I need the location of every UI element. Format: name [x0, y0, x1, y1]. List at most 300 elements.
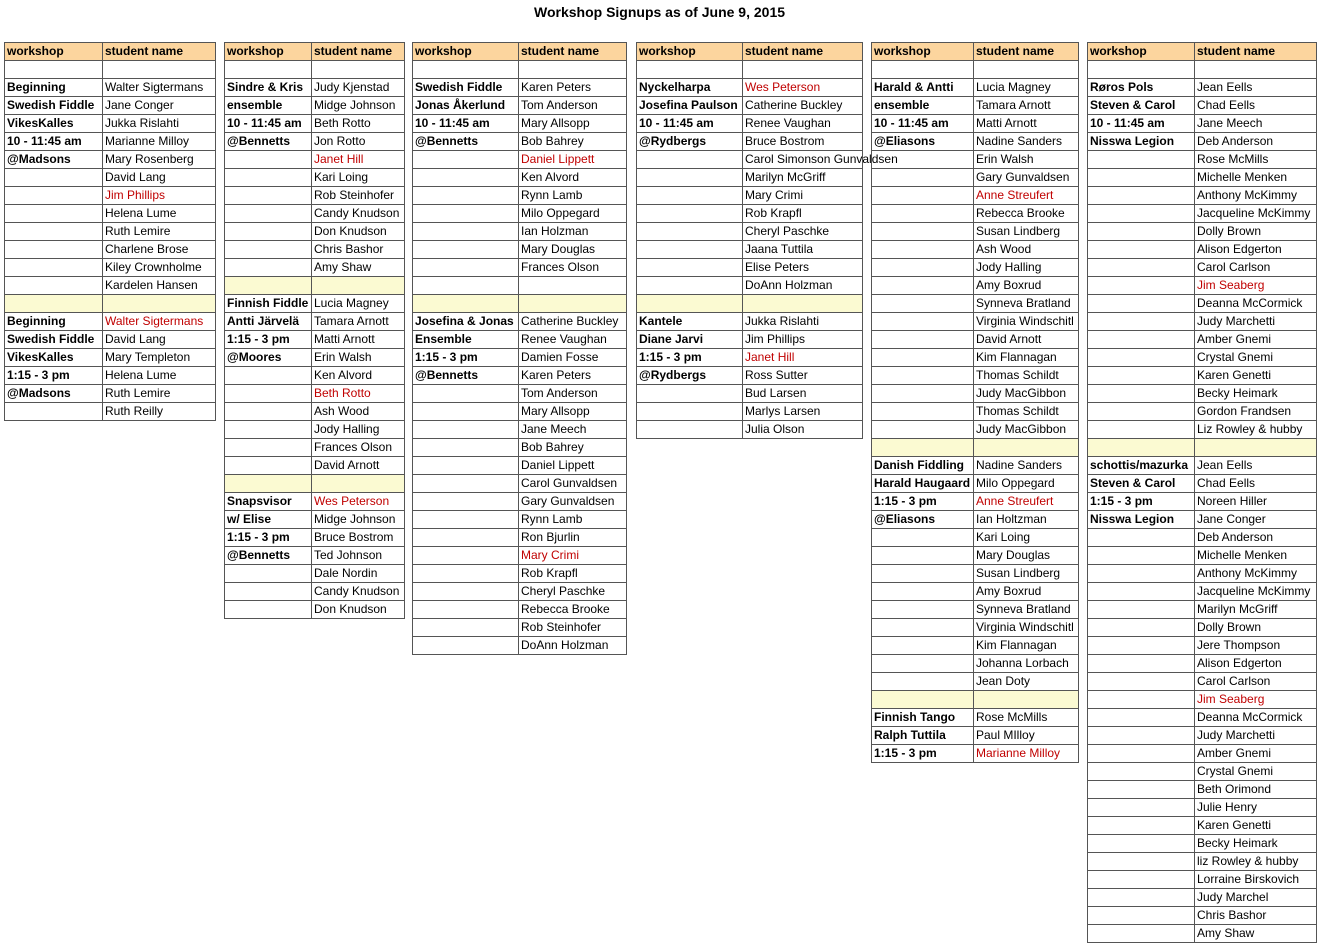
table-row [225, 259, 405, 277]
student-name-cell: Mary Crimi [519, 547, 627, 565]
table-row [225, 61, 405, 79]
student-name-cell [743, 61, 863, 79]
table-row [872, 385, 1079, 403]
workshop-cell: Antti Järvelä [225, 313, 312, 331]
student-name-cell: Ruth Lemire [103, 385, 216, 403]
table-row [872, 313, 1079, 331]
workshop-cell [5, 295, 103, 313]
table-row [1088, 403, 1317, 421]
table-row [225, 367, 405, 385]
workshop-cell: Ralph Tuttila [872, 727, 974, 745]
table-row [637, 187, 863, 205]
table-row [1088, 889, 1317, 907]
table-row [225, 187, 405, 205]
student-name-cell: Amber Gnemi [1195, 745, 1317, 763]
table-row [413, 241, 627, 259]
student-name-cell: Mary Allsopp [519, 115, 627, 133]
student-name-cell: Karen Genetti [1195, 817, 1317, 835]
table-row [5, 331, 216, 349]
table-row [637, 151, 863, 169]
student-name-cell: Erin Walsh [974, 151, 1079, 169]
workshop-cell [872, 547, 974, 565]
table-row [637, 61, 863, 79]
table-row [225, 511, 405, 529]
student-name-cell: Michelle Menken [1195, 169, 1317, 187]
student-name-cell [312, 61, 405, 79]
student-name-cell [519, 295, 627, 313]
student-name-cell: Julie Henry [1195, 799, 1317, 817]
workshop-cell [225, 205, 312, 223]
student-name-cell: Erin Walsh [312, 349, 405, 367]
table-row [5, 79, 216, 97]
student-name-cell: Marilyn McGriff [743, 169, 863, 187]
workshop-cell [413, 475, 519, 493]
workshop-cell [413, 511, 519, 529]
workshop-cell: 10 - 11:45 am [413, 115, 519, 133]
workshop-cell [225, 187, 312, 205]
table-row [225, 331, 405, 349]
student-name-cell: Becky Heimark [1195, 385, 1317, 403]
table-row [1088, 853, 1317, 871]
workshop-cell [872, 421, 974, 439]
workshop-cell: ensemble [225, 97, 312, 115]
table-row [5, 403, 216, 421]
workshop-cell [1088, 871, 1195, 889]
separator-row [5, 295, 216, 313]
workshop-cell: Swedish Fiddle [413, 79, 519, 97]
table-row [5, 205, 216, 223]
table-row [872, 79, 1079, 97]
student-name-cell: Gary Gunvaldsen [519, 493, 627, 511]
table-row [1088, 115, 1317, 133]
workshop-cell: Danish Fiddling [872, 457, 974, 475]
workshop-cell: Steven & Carol [1088, 97, 1195, 115]
table-row [225, 439, 405, 457]
student-name-cell: Elise Peters [743, 259, 863, 277]
workshop-cell [1088, 547, 1195, 565]
table-row [5, 187, 216, 205]
table-row [1088, 457, 1317, 475]
table-row [1088, 475, 1317, 493]
student-name-cell: Crystal Gnemi [1195, 349, 1317, 367]
student-name-cell: Jean Doty [974, 673, 1079, 691]
table-row [872, 655, 1079, 673]
student-name-cell: Judy MacGibbon [974, 421, 1079, 439]
workshop-cell: @Rydbergs [637, 367, 743, 385]
workshop-cell [413, 493, 519, 511]
student-name-cell: Lucia Magney [312, 295, 405, 313]
workshop-cell [872, 223, 974, 241]
student-name-cell: Thomas Schildt [974, 367, 1079, 385]
table-row [872, 133, 1079, 151]
table-row [225, 295, 405, 313]
student-name-cell [519, 61, 627, 79]
workshop-cell: 1:15 - 3 pm [637, 349, 743, 367]
student-name-cell: Nadine Sanders [974, 133, 1079, 151]
student-name-cell [312, 277, 405, 295]
student-name-cell: Amy Boxrud [974, 583, 1079, 601]
workshop-cell [872, 241, 974, 259]
table-row [872, 115, 1079, 133]
workshop-cell: 1:15 - 3 pm [413, 349, 519, 367]
student-name-cell: Ken Alvord [519, 169, 627, 187]
student-name-cell: Cheryl Paschke [743, 223, 863, 241]
table-row [5, 313, 216, 331]
student-name-cell: Ted Johnson [312, 547, 405, 565]
table-row [225, 115, 405, 133]
workshop-cell: 10 - 11:45 am [225, 115, 312, 133]
workshop-cell [413, 169, 519, 187]
table-row [637, 79, 863, 97]
table-row [637, 205, 863, 223]
workshop-table-6 [1087, 42, 1317, 943]
student-name-cell: Ash Wood [974, 241, 1079, 259]
workshop-table-1 [4, 42, 216, 421]
table-row [872, 745, 1079, 763]
table-row [872, 673, 1079, 691]
student-name-cell: David Arnott [312, 457, 405, 475]
student-name-cell: Daniel Lippett [519, 151, 627, 169]
student-name-cell: Ross Sutter [743, 367, 863, 385]
student-name-cell: Rebecca Brooke [974, 205, 1079, 223]
workshop-header: workshop [225, 43, 312, 61]
table-row [872, 457, 1079, 475]
student-name-cell: Lucia Magney [974, 79, 1079, 97]
workshop-cell [637, 241, 743, 259]
workshop-cell [5, 187, 103, 205]
table-row [1088, 655, 1317, 673]
workshop-cell [1088, 295, 1195, 313]
workshop-cell [413, 223, 519, 241]
student-name-cell: Matti Arnott [974, 115, 1079, 133]
table-row [5, 223, 216, 241]
separator-row [1088, 439, 1317, 457]
table-row [872, 727, 1079, 745]
workshop-cell [5, 259, 103, 277]
student-name-cell [1195, 439, 1317, 457]
workshop-table-2 [224, 42, 405, 619]
workshop-cell: @Bennetts [225, 133, 312, 151]
workshop-cell [872, 439, 974, 457]
student-name-cell: Julia Olson [743, 421, 863, 439]
workshop-cell: Steven & Carol [1088, 475, 1195, 493]
workshop-cell [872, 673, 974, 691]
student-name-cell: Mary Allsopp [519, 403, 627, 421]
workshop-table-5 [871, 42, 1079, 763]
workshop-cell [1088, 529, 1195, 547]
student-name-cell: Bob Bahrey [519, 439, 627, 457]
table-row [225, 205, 405, 223]
student-name-cell: Jacqueline McKimmy [1195, 583, 1317, 601]
workshop-cell [1088, 835, 1195, 853]
workshop-cell [1088, 817, 1195, 835]
table-row [5, 277, 216, 295]
table-row [413, 403, 627, 421]
student-name-cell: Synneva Bratland [974, 601, 1079, 619]
student-name-cell: Chris Bashor [312, 241, 405, 259]
header-row [413, 43, 627, 61]
student-name-cell: Michelle Menken [1195, 547, 1317, 565]
student-name-cell: Thomas Schildt [974, 403, 1079, 421]
table-row [413, 187, 627, 205]
workshop-cell [413, 205, 519, 223]
student-name-cell: Bob Bahrey [519, 133, 627, 151]
table-row [872, 205, 1079, 223]
student-name-cell: DoAnn Holzman [519, 637, 627, 655]
workshop-cell [225, 583, 312, 601]
workshop-cell [5, 403, 103, 421]
workshop-cell: @Eliasons [872, 511, 974, 529]
workshop-cell [1088, 565, 1195, 583]
table-row [1088, 925, 1317, 943]
workshop-cell [872, 349, 974, 367]
student-name-cell: Jim Seaberg [1195, 691, 1317, 709]
workshop-cell [872, 61, 974, 79]
workshop-cell [413, 295, 519, 313]
table-row [1088, 511, 1317, 529]
workshop-cell [413, 547, 519, 565]
student-name-cell: Bruce Bostrom [743, 133, 863, 151]
student-name-cell: Gary Gunvaldsen [974, 169, 1079, 187]
student-name-cell: Matti Arnott [312, 331, 405, 349]
workshop-cell [1088, 277, 1195, 295]
workshop-cell [225, 475, 312, 493]
workshop-cell [872, 187, 974, 205]
student-name-cell: Jukka Rislahti [103, 115, 216, 133]
table-row [872, 367, 1079, 385]
workshop-cell [1088, 151, 1195, 169]
separator-row [225, 475, 405, 493]
workshop-cell [872, 151, 974, 169]
workshop-cell: VikesKalles [5, 349, 103, 367]
table-row [637, 331, 863, 349]
table-row [413, 61, 627, 79]
table-row [1088, 223, 1317, 241]
table-row [1088, 907, 1317, 925]
table-row [1088, 637, 1317, 655]
table-row [225, 133, 405, 151]
workshop-cell: @Madsons [5, 385, 103, 403]
student-name-cell: Ron Bjurlin [519, 529, 627, 547]
workshop-cell [872, 529, 974, 547]
student-name-cell: DoAnn Holzman [743, 277, 863, 295]
workshop-cell [1088, 925, 1195, 943]
table-row [872, 97, 1079, 115]
student-name-cell: Deb Anderson [1195, 133, 1317, 151]
student-name-cell: Susan Lindberg [974, 565, 1079, 583]
student-name-cell: Rob Steinhofer [519, 619, 627, 637]
student-name-cell: Bruce Bostrom [312, 529, 405, 547]
workshop-cell [225, 565, 312, 583]
student-name-cell: Alison Edgerton [1195, 241, 1317, 259]
student-name-cell: Rob Steinhofer [312, 187, 405, 205]
table-row [225, 241, 405, 259]
student-name-cell: Frances Olson [312, 439, 405, 457]
student-name-cell: Renee Vaughan [519, 331, 627, 349]
table-row [1088, 259, 1317, 277]
workshop-cell [225, 169, 312, 187]
table-row [413, 277, 627, 295]
workshop-cell: Josefina & Jonas [413, 313, 519, 331]
student-name-cell: Anne Streufert [974, 493, 1079, 511]
workshop-cell: ensemble [872, 97, 974, 115]
student-name-cell: Kari Loing [974, 529, 1079, 547]
workshop-table-3 [412, 42, 627, 655]
student-name-header: student name [103, 43, 216, 61]
student-name-cell: Ash Wood [312, 403, 405, 421]
student-name-cell: Carol Gunvaldsen [519, 475, 627, 493]
workshop-cell: Harald & Antti [872, 79, 974, 97]
student-name-cell: Milo Oppegard [519, 205, 627, 223]
workshop-cell [5, 241, 103, 259]
table-row [872, 583, 1079, 601]
workshop-cell [1088, 367, 1195, 385]
table-row [225, 421, 405, 439]
student-name-cell: Virginia Windschitl [974, 313, 1079, 331]
table-row [872, 475, 1079, 493]
table-row [413, 475, 627, 493]
student-name-cell: Beth Orimond [1195, 781, 1317, 799]
workshop-cell [637, 421, 743, 439]
workshop-cell [225, 259, 312, 277]
student-name-cell: David Arnott [974, 331, 1079, 349]
table-row [1088, 871, 1317, 889]
student-name-cell: Midge Johnson [312, 97, 405, 115]
workshop-cell [225, 403, 312, 421]
workshop-cell [637, 277, 743, 295]
table-row [872, 493, 1079, 511]
student-name-cell [1195, 61, 1317, 79]
student-name-cell: Noreen Hiller [1195, 493, 1317, 511]
student-name-cell: Dolly Brown [1195, 223, 1317, 241]
workshop-cell [5, 205, 103, 223]
student-name-cell: Rebecca Brooke [519, 601, 627, 619]
workshop-cell [5, 223, 103, 241]
student-name-cell: Beth Rotto [312, 115, 405, 133]
header-row [1088, 43, 1317, 61]
student-name-cell: Nadine Sanders [974, 457, 1079, 475]
student-name-cell: Amy Shaw [312, 259, 405, 277]
workshop-cell [872, 295, 974, 313]
student-name-cell: Marianne Milloy [103, 133, 216, 151]
student-name-cell: Walter Sigtermans [103, 79, 216, 97]
workshop-cell [225, 439, 312, 457]
table-row [872, 277, 1079, 295]
table-row [637, 421, 863, 439]
student-name-cell: Jane Conger [103, 97, 216, 115]
workshop-cell: 1:15 - 3 pm [872, 745, 974, 763]
workshop-cell [872, 169, 974, 187]
student-name-cell: Carol Carlson [1195, 673, 1317, 691]
table-row [872, 151, 1079, 169]
workshop-cell: 10 - 11:45 am [1088, 115, 1195, 133]
student-name-cell: Kim Flannagan [974, 349, 1079, 367]
student-name-cell: liz Rowley & hubby [1195, 853, 1317, 871]
workshop-cell [1088, 727, 1195, 745]
table-row [1088, 709, 1317, 727]
workshop-cell: Ensemble [413, 331, 519, 349]
table-row [1088, 61, 1317, 79]
table-row [5, 133, 216, 151]
header-row [872, 43, 1079, 61]
student-name-cell: Paul MIlloy [974, 727, 1079, 745]
student-name-cell: Becky Heimark [1195, 835, 1317, 853]
student-name-cell: Karen Genetti [1195, 367, 1317, 385]
workshop-cell [872, 583, 974, 601]
workshop-cell: Diane Jarvi [637, 331, 743, 349]
workshop-cell [225, 457, 312, 475]
workshop-cell [1088, 619, 1195, 637]
table-row [225, 529, 405, 547]
workshop-cell: @Bennetts [413, 133, 519, 151]
student-name-cell: Jody Halling [312, 421, 405, 439]
table-row [1088, 763, 1317, 781]
workshop-cell [1088, 187, 1195, 205]
student-name-cell: Mary Rosenberg [103, 151, 216, 169]
workshop-cell [1088, 313, 1195, 331]
table-row [872, 295, 1079, 313]
workshop-cell [1088, 331, 1195, 349]
student-name-cell: Mary Douglas [519, 241, 627, 259]
workshop-header: workshop [413, 43, 519, 61]
table-row [225, 385, 405, 403]
workshop-cell: @Bennetts [413, 367, 519, 385]
table-row [413, 493, 627, 511]
workshop-header: workshop [637, 43, 743, 61]
workshop-cell [1088, 799, 1195, 817]
student-name-cell: Dale Nordin [312, 565, 405, 583]
student-name-cell: Jane Meech [519, 421, 627, 439]
workshop-cell: 10 - 11:45 am [872, 115, 974, 133]
separator-row [225, 277, 405, 295]
separator-row [413, 295, 627, 313]
student-name-cell: Synneva Bratland [974, 295, 1079, 313]
student-name-cell: Anne Streufert [974, 187, 1079, 205]
table-row [1088, 691, 1317, 709]
student-name-cell: Wes Peterson [312, 493, 405, 511]
table-row [1088, 547, 1317, 565]
table-row [637, 367, 863, 385]
student-name-cell: Mary Templeton [103, 349, 216, 367]
workshop-cell [1088, 421, 1195, 439]
workshop-cell [1088, 709, 1195, 727]
table-row [872, 403, 1079, 421]
workshop-cell [5, 277, 103, 295]
student-name-cell: Carol Carlson [1195, 259, 1317, 277]
table-row [872, 709, 1079, 727]
student-name-cell: Beth Rotto [312, 385, 405, 403]
student-name-cell [743, 295, 863, 313]
student-name-cell: Jon Rotto [312, 133, 405, 151]
table-row [1088, 151, 1317, 169]
student-name-cell: Judy Marchel [1195, 889, 1317, 907]
student-name-cell: Candy Knudson [312, 205, 405, 223]
workshop-cell: w/ Elise [225, 511, 312, 529]
student-name-cell: Rose McMills [974, 709, 1079, 727]
student-name-cell [103, 61, 216, 79]
table-row [637, 259, 863, 277]
table-row [1088, 583, 1317, 601]
separator-row [872, 691, 1079, 709]
student-name-cell: Marlys Larsen [743, 403, 863, 421]
student-name-cell: Rose McMills [1195, 151, 1317, 169]
workshop-cell [1088, 601, 1195, 619]
workshop-cell [637, 223, 743, 241]
student-name-cell: Tamara Arnott [974, 97, 1079, 115]
workshop-cell [872, 619, 974, 637]
workshop-cell [225, 61, 312, 79]
student-name-cell: Kiley Crownholme [103, 259, 216, 277]
